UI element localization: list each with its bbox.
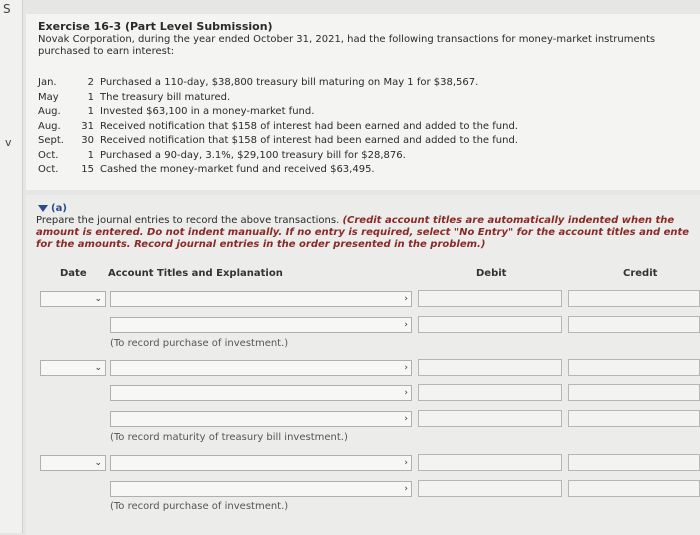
chevron-right-icon: › (404, 363, 408, 373)
chevron-right-icon: › (404, 320, 408, 330)
tx-month: Aug. (38, 120, 61, 132)
tx-day: 30 (81, 135, 94, 146)
tx-day: 31 (81, 120, 94, 132)
transaction-row (38, 134, 518, 149)
tx-day: 1 (87, 106, 94, 117)
transaction-row (38, 76, 518, 91)
tx-description: Purchased a 90-day, 3.1%, $29,100 treasury bill for $28,876. (100, 149, 406, 161)
debit-column-header: Debit (476, 268, 507, 279)
debit-input[interactable] (418, 316, 562, 333)
collapse-triangle-icon (38, 205, 48, 212)
account-title-select[interactable] (110, 411, 412, 427)
date-column-header: Date (60, 268, 87, 279)
account-title-select[interactable] (110, 455, 412, 471)
exercise-title: Exercise 16-3 (Part Level Submission) (38, 20, 273, 33)
tx-day: 1 (87, 149, 94, 161)
left-strip (0, 0, 23, 533)
account-column-header: Account Titles and Explanation (108, 268, 283, 279)
debit-input[interactable] (418, 410, 562, 427)
tx-description: Received notification that $158 of interest had been earned and added to the fund. (100, 135, 518, 146)
tx-description: Invested $63,100 in a money-market fund. (100, 106, 315, 117)
credit-input[interactable] (568, 359, 700, 376)
tx-month: Sept. (38, 135, 64, 146)
date-select[interactable] (40, 360, 106, 376)
entry-explanation: (To record maturity of treasury bill investment.) (110, 432, 348, 443)
credit-input[interactable] (568, 290, 700, 307)
chevron-down-icon: ⌄ (94, 294, 102, 304)
transaction-row (38, 105, 518, 120)
tx-month: May (38, 91, 59, 103)
chevron-right-icon: › (404, 294, 408, 304)
tx-month: Oct. (38, 149, 59, 161)
tx-description: Cashed the money-market fund and received $63,495. (100, 164, 375, 175)
part-a-instructions (36, 215, 700, 251)
debit-input[interactable] (418, 480, 562, 497)
account-title-select[interactable] (110, 317, 412, 333)
tx-description: The treasury bill matured. (100, 91, 231, 103)
left-strip-letter: S (3, 2, 11, 16)
credit-column-header: Credit (623, 268, 658, 279)
part-a-label: (a) (51, 203, 67, 214)
account-title-select[interactable] (110, 385, 412, 401)
tx-day: 1 (87, 91, 94, 103)
tx-day: 2 (87, 77, 94, 88)
debit-input[interactable] (418, 454, 562, 471)
left-strip-letter-v: v (5, 136, 12, 149)
credit-input[interactable] (568, 480, 700, 497)
date-select[interactable] (40, 455, 106, 471)
credit-input[interactable] (568, 454, 700, 471)
exercise-intro: Novak Corporation, during the year ended October 31, 2021, had the following transactions for money-market instruments purchased to earn interest: (38, 34, 656, 57)
transaction-row (38, 163, 518, 178)
credit-input[interactable] (568, 384, 700, 401)
entry-explanation: (To record purchase of investment.) (110, 338, 289, 349)
transaction-list (38, 76, 518, 178)
instruction-plain: Prepare the journal entries to record the above transactions. (36, 215, 340, 226)
debit-input[interactable] (418, 290, 562, 307)
chevron-down-icon: ⌄ (94, 458, 102, 468)
chevron-right-icon: › (404, 388, 408, 398)
transaction-row (38, 149, 518, 164)
credit-input[interactable] (568, 410, 700, 427)
tx-day: 15 (81, 164, 94, 175)
chevron-down-icon: ⌄ (94, 363, 102, 373)
tx-month: Jan. (38, 77, 57, 88)
chevron-right-icon: › (404, 484, 408, 494)
tx-description: Received notification that $158 of interest had been earned and added to the fund. (100, 120, 518, 132)
account-title-select[interactable] (110, 360, 412, 376)
part-a-toggle[interactable] (38, 203, 67, 214)
account-title-select[interactable] (110, 291, 412, 307)
entry-explanation: (To record purchase of investment.) (110, 501, 289, 512)
chevron-right-icon: › (404, 414, 408, 424)
transaction-row (38, 120, 518, 135)
debit-input[interactable] (418, 384, 562, 401)
chevron-right-icon: › (404, 458, 408, 468)
tx-month: Oct. (38, 164, 59, 175)
instruction-emphasis: (Credit account titles are automatically indented when the amount is entered. Do not indent manually. If no entry is required, select "No Entry" for the account titles and ente for the amounts. Record journal entries in the order presented in the problem.) (36, 215, 690, 250)
date-select[interactable] (40, 291, 106, 307)
tx-description: Purchased a 110-day, $38,800 treasury bill maturing on May 1 for $38,567. (100, 77, 479, 88)
tx-month: Aug. (38, 106, 61, 117)
credit-input[interactable] (568, 316, 700, 333)
transaction-row (38, 91, 518, 106)
account-title-select[interactable] (110, 481, 412, 497)
debit-input[interactable] (418, 359, 562, 376)
